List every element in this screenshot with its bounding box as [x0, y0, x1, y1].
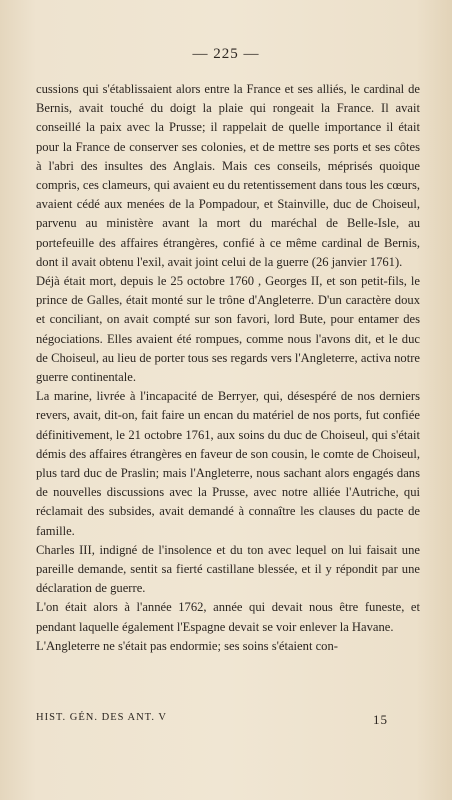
paragraph-5: L'on était alors à l'année 1762, année qui devait nous être funeste, et pendant laquelle également l'Espagne devait se voir enlever la Havane. [36, 600, 420, 634]
running-title: HIST. GÉN. DES ANT. V [36, 712, 167, 723]
paragraph-1: cussions qui s'établissaient alors entre la France et ses alliés, le cardinal de Bernis, avait touché du doigt la plaie qui rongeait la France. Il avait conseillé la paix avec la Prusse; il rappelait de quelle importance il était pour la France de conserver ses colonies, et de mettre ses ports et ses côtes à l'abri des insultes des Anglais. Mais ces conseils, méprisés quoique compris, ces clameurs, qui avaient eu du retentissement dans tous les cœurs, avaient cédé aux menées de la Pompadour, et Stainville, duc de Choiseul, parvenu au ministère avant la mort du maréchal de Belle-Isle, au portefeuille des affaires étrangères, confié à ce même cardinal de Bernis, dont il avait obtenu l'exil, avait joint celui de la guerre (26 janvier 1761). [36, 82, 421, 269]
paragraph-3: La marine, livrée à l'incapacité de Berryer, qui, désespéré de nos derniers revers, avait, dit-on, fait faire un encan du matériel de nos ports, fut confiée définitivement, le 21 octobre 1761, aux soins du duc de Choiseul, qui s'était démis des affaires étrangères en faveur de son cousin, le comte de Choiseul, plus tard duc de Praslin; mais l'Angleterre, nous sachant alors engagés dans de nouvelles discussions avec la Prusse, avec notre alliée l'Autriche, qui réclamait des subsides, avait demandé à connaître les clauses du pacte de famille. [36, 389, 420, 538]
page-number: — 225 — [192, 46, 260, 62]
body-text [36, 80, 420, 656]
paragraph-4: Charles III, indigné de l'insolence et du ton avec lequel on lui faisait une pareille demande, sentit sa fierté castillane blessée, et il y répondit par une déclaration de guerre. [36, 542, 420, 596]
paragraph-6: L'Angleterre ne s'était pas endormie; ses soins s'étaient con- [36, 638, 338, 653]
signature-mark: 15 [373, 712, 388, 727]
page-footer [36, 712, 420, 728]
paragraph-2: Déjà était mort, depuis le 25 octobre 1760 , Georges II, et son petit-fils, le prince de Galles, était monté sur le trône d'Angleterre. D'un caractère doux et conciliant, on avait compté sur son favori, lord Bute, pour entamer des négociations. Elles avaient été rompues, comme nous l'avons dit, et le duc de Choiseul, au lieu de porter tous ses regards vers l'Angleterre, activa notre guerre continentale. [36, 274, 420, 385]
